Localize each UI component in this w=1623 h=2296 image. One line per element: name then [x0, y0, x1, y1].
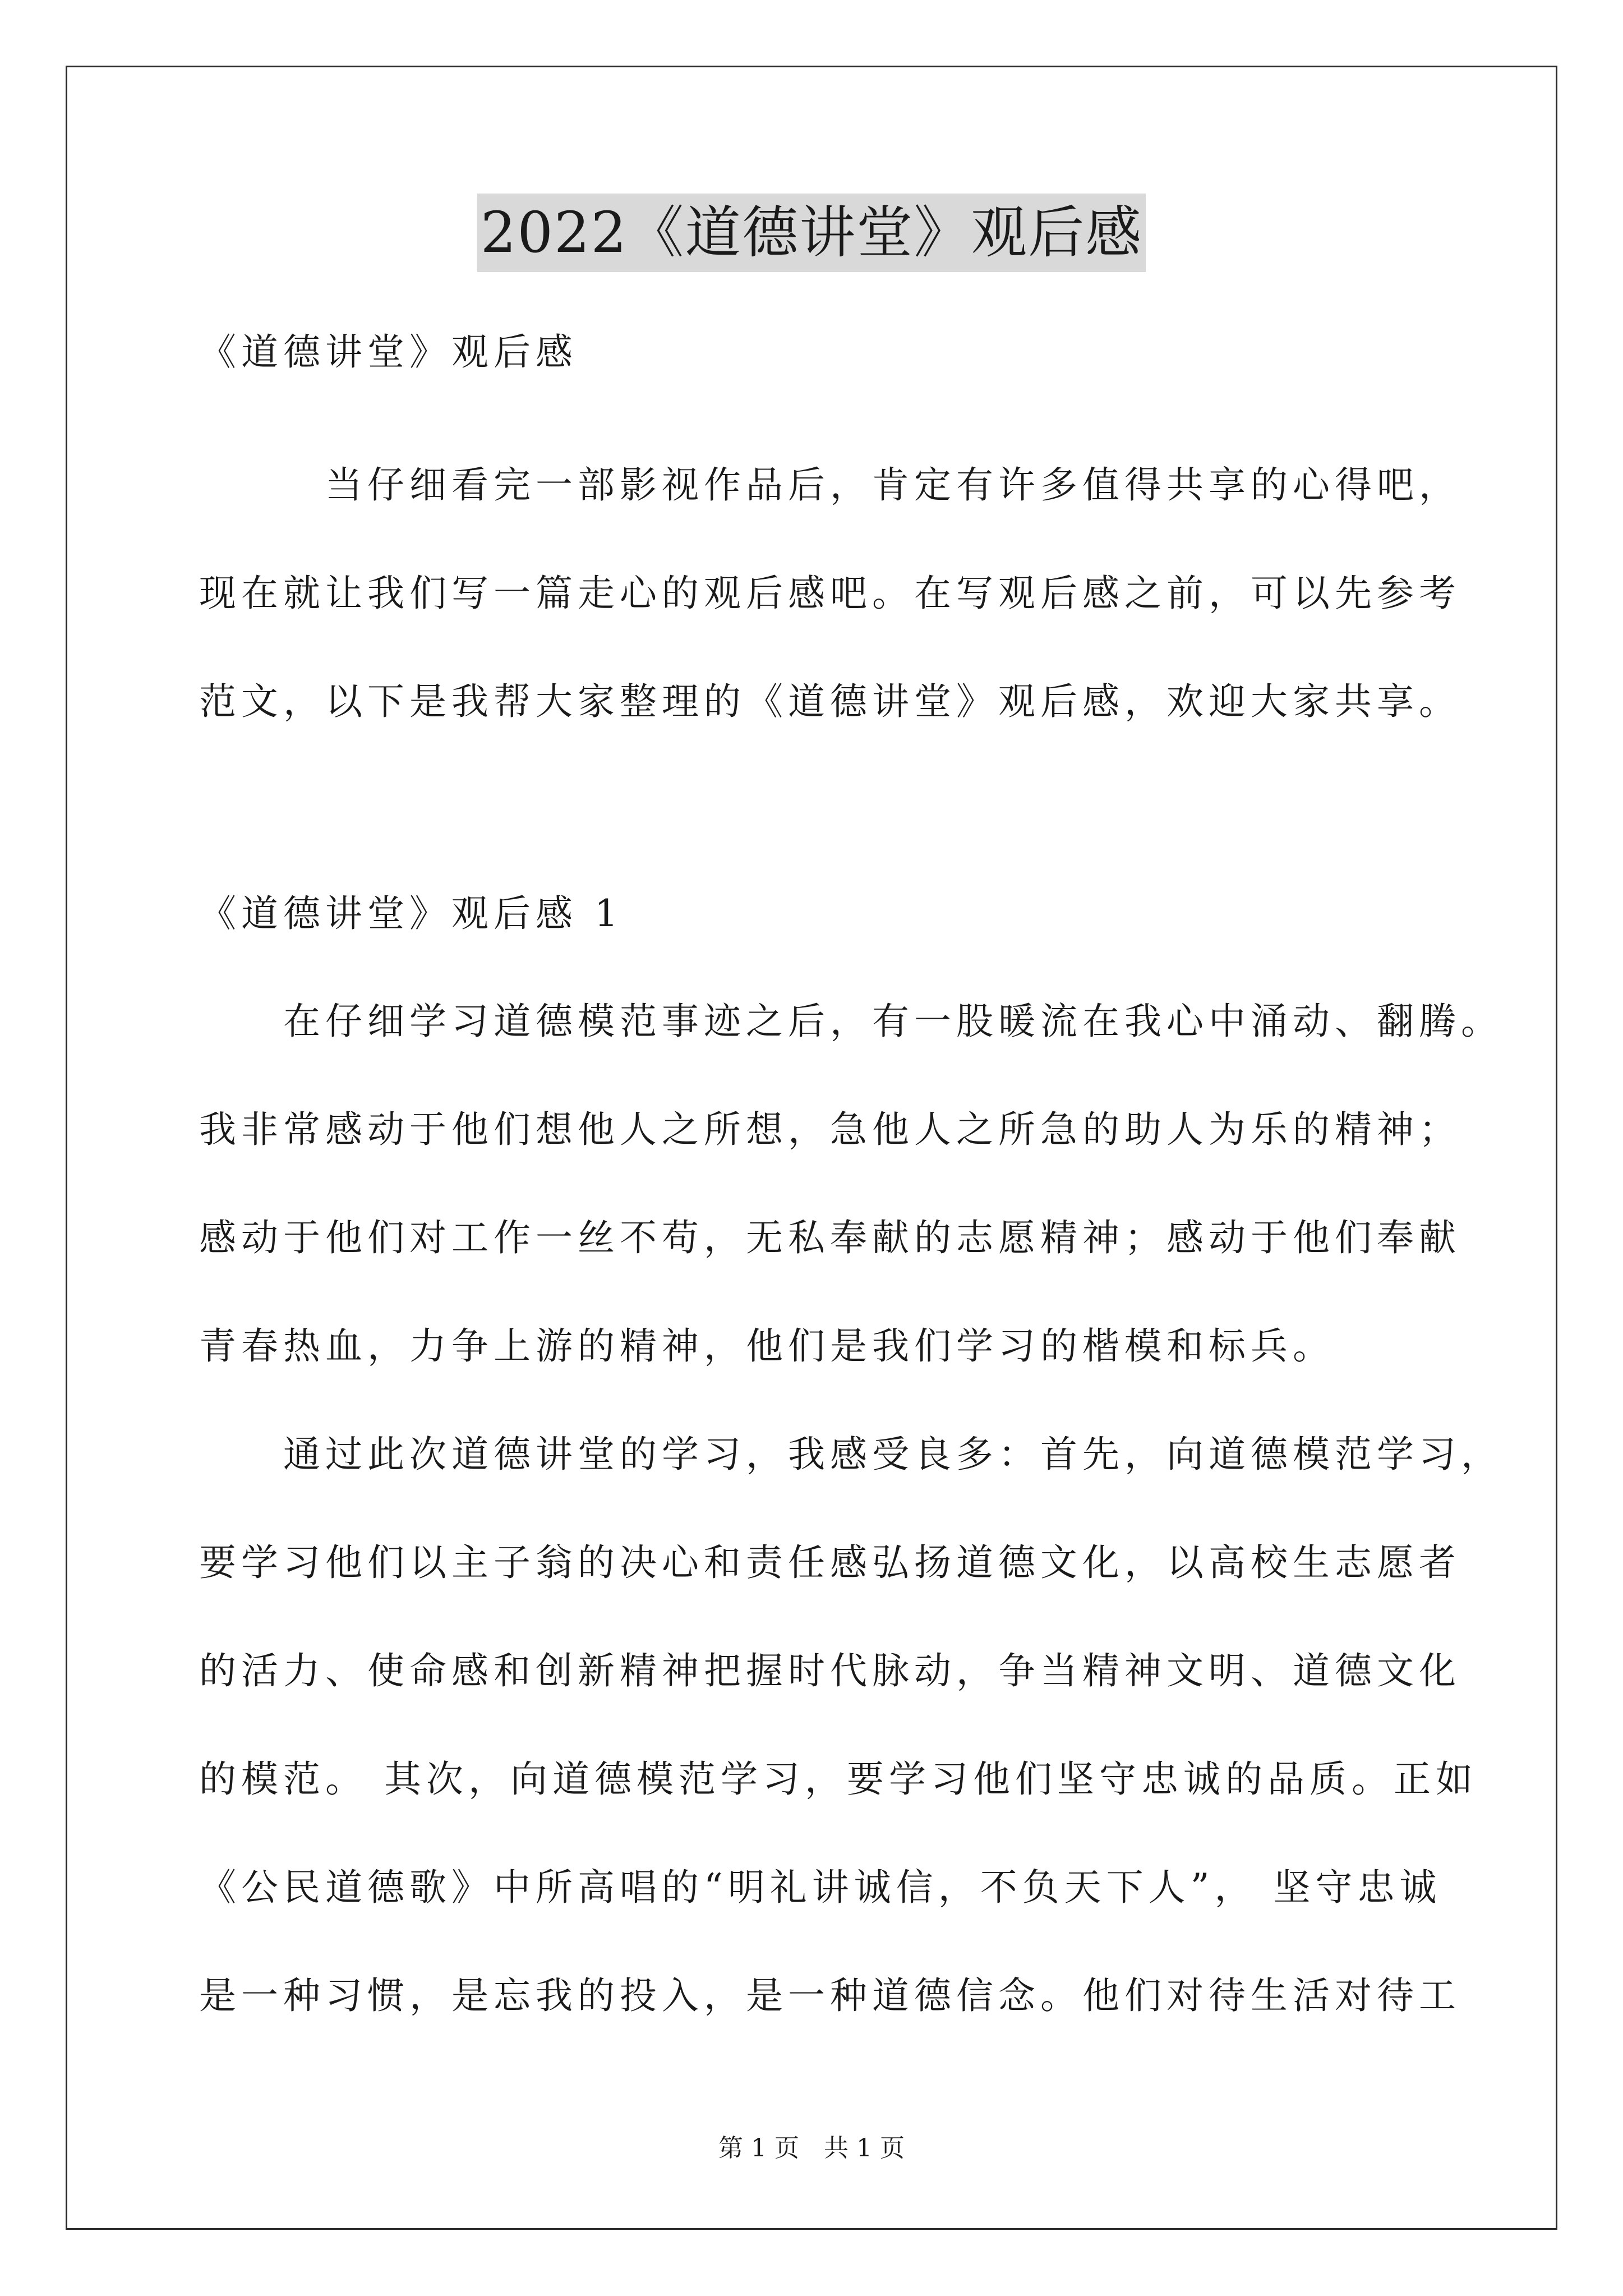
- paragraph2-line-2: 要学习他们以主子翁的决心和责任感弘扬道德文化，以高校生志愿者: [199, 1541, 1461, 1584]
- intro-line-1: 当仔细看完一部影视作品后，肯定有许多值得共享的心得吧，: [199, 463, 1461, 507]
- page-footer: 第 1 页 共 1 页: [718, 2134, 905, 2162]
- paragraph1-line-3: 感动于他们对工作一丝不苟，无私奉献的志愿精神；感动于他们奉献: [199, 1216, 1461, 1259]
- document-subtitle: 《道德讲堂》观后感: [199, 330, 578, 374]
- document-title: 2022《道德讲堂》观后感: [477, 194, 1146, 272]
- title-container: [0, 194, 1623, 272]
- paragraph1-line-1: 在仔细学习道德模范事迹之后，有一股暖流在我心中涌动、翻腾。: [199, 1000, 1503, 1043]
- paragraph2-line-1: 通过此次道德讲堂的学习，我感受良多：首先，向道德模范学习，: [199, 1433, 1503, 1476]
- paragraph1-line-4: 青春热血，力争上游的精神，他们是我们学习的楷模和标兵。: [199, 1324, 1335, 1368]
- paragraph1-line-2: 我非常感动于他们想他人之所想，急他人之所急的助人为乐的精神；: [199, 1108, 1461, 1151]
- paragraph2-line-4: 的模范。 其次，向道德模范学习，要学习他们坚守忠诚的品质。正如: [199, 1757, 1478, 1801]
- paragraph2-line-3: 的活力、使命感和创新精神把握时代脉动，争当精神文明、道德文化: [199, 1649, 1461, 1692]
- intro-line-2: 现在就让我们写一篇走心的观后感吧。在写观后感之前，可以先参考: [199, 572, 1461, 615]
- paragraph2-line-5: 《公民道德歌》中所高唱的“明礼讲诚信，不负天下人”， 坚守忠诚: [199, 1866, 1442, 1909]
- section-heading: 《道德讲堂》观后感 1: [199, 892, 623, 935]
- intro-line-3: 范文，以下是我帮大家整理的《道德讲堂》观后感，欢迎大家共享。: [199, 680, 1461, 723]
- paragraph2-line-6: 是一种习惯，是忘我的投入，是一种道德信念。他们对待生活对待工: [199, 1974, 1461, 2017]
